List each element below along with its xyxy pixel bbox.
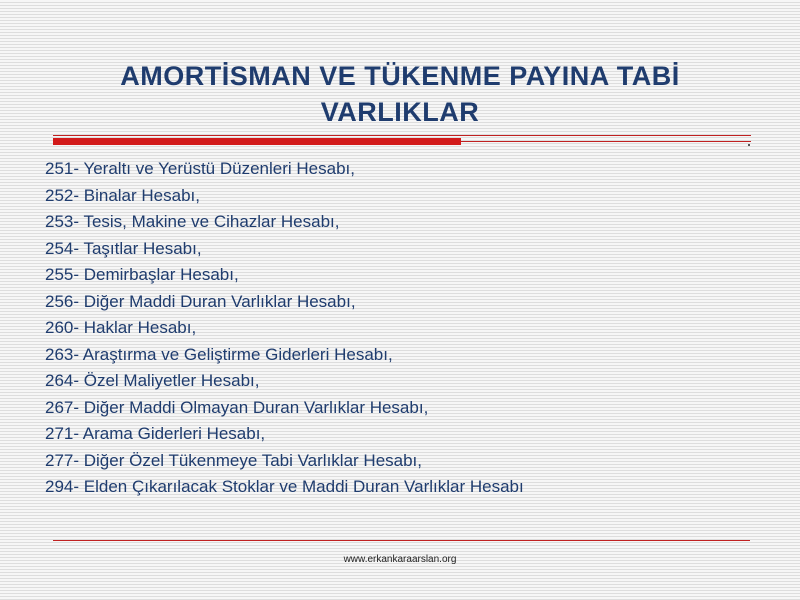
title-underline-rule <box>53 135 751 136</box>
slide-title-line-2: VARLIKLAR <box>320 97 480 127</box>
title-accent-rule <box>461 141 751 142</box>
list-item-253: 253- Tesis, Makine ve Cihazlar Hesabı, <box>45 212 340 231</box>
list-item-260: 260- Haklar Hesabı, <box>45 318 197 337</box>
slide-title-line-1: AMORTİSMAN VE TÜKENME PAYINA TABİ <box>120 61 680 91</box>
list-item-252: 252- Binalar Hesabı, <box>45 185 200 205</box>
slide-title <box>40 58 760 130</box>
list-item-264: 264- Özel Maliyetler Hesabı, <box>45 371 260 390</box>
title-accent-bar <box>53 138 461 145</box>
list-item-267: 267- Diğer Maddi Olmayan Duran Varlıklar Hesabı, <box>45 397 429 417</box>
list-item-294: 294- Elden Çıkarılacak Stoklar ve Maddi Duran Varlıklar Hesabı <box>45 477 524 496</box>
footer-url: www.erkankaraarslan.org <box>343 554 457 565</box>
list-item-256: 256- Diğer Maddi Duran Varlıklar Hesabı, <box>45 291 356 311</box>
account-list <box>45 156 524 501</box>
list-item-263: 263- Araştırma ve Geliştirme Giderleri Hesabı, <box>45 344 393 364</box>
decorative-dot <box>748 144 750 146</box>
list-item-255: 255- Demirbaşlar Hesabı, <box>45 265 239 284</box>
list-item-271: 271- Arama Giderleri Hesabı, <box>45 424 266 443</box>
list-item-254: 254- Taşıtlar Hesabı, <box>45 238 202 258</box>
list-item-277: 277- Diğer Özel Tükenmeye Tabi Varlıklar Hesabı, <box>45 450 423 470</box>
footer-rule <box>53 540 750 541</box>
list-item-251: 251- Yeraltı ve Yerüstü Düzenleri Hesabı, <box>45 159 355 178</box>
